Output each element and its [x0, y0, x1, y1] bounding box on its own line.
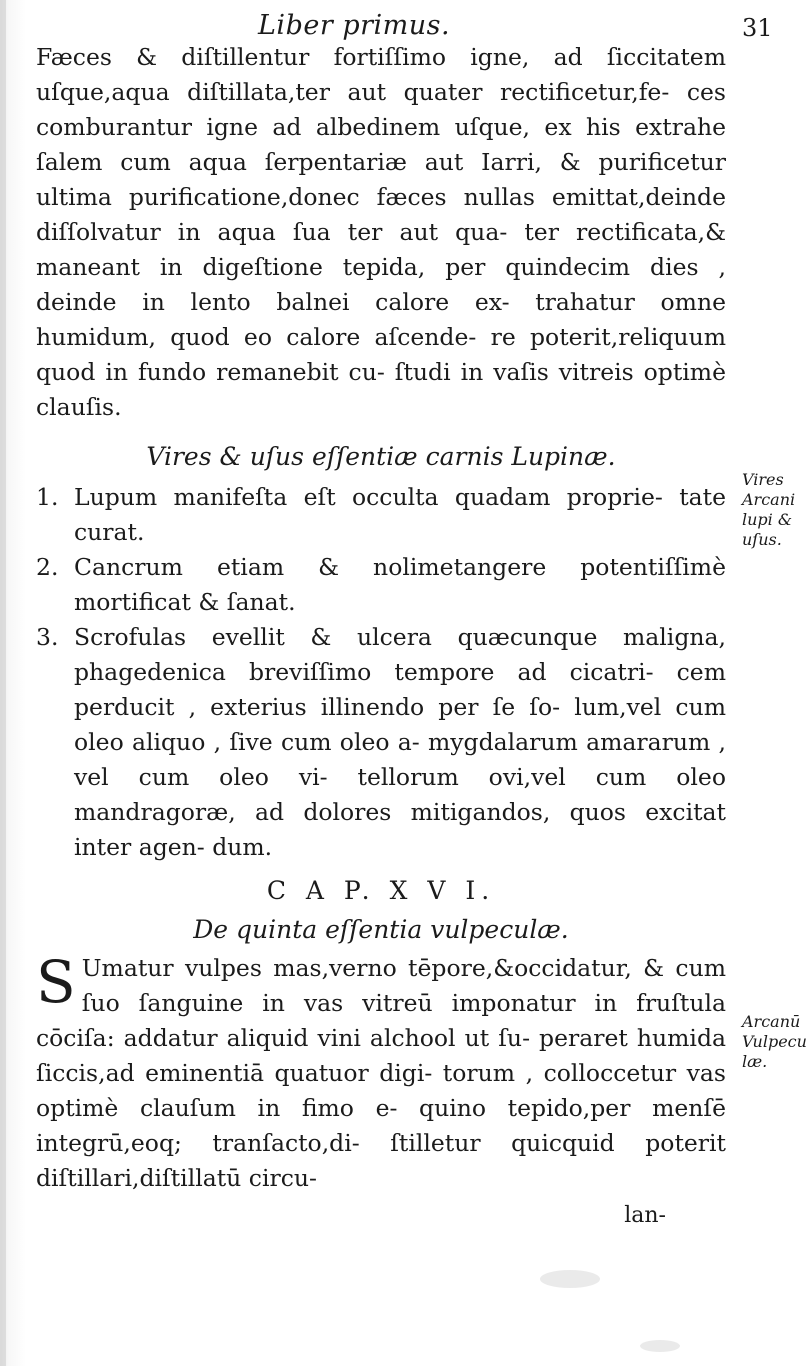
- list-item: [36, 480, 726, 550]
- paper-stain: [640, 1340, 680, 1352]
- page-number: 31: [742, 14, 773, 42]
- chapter-paragraph: [36, 948, 726, 1196]
- item-number: 1.: [36, 483, 59, 511]
- item-number: 2.: [36, 553, 59, 581]
- intro-paragraph: Fæces & diſtillentur fortiſſimo igne, ad ſiccitatem uſque,aqua diſtillata,ter aut quater rectificetur,fe- ces comburantur igne ad albedinem uſque, ex his extrahe ſalem cum aqua ſerpentariæ aut Iarri, & purificetur ultima purificatione,donec fæces nullas emittat,deinde diſſolvatur in aqua ſua ter aut qua- ter rectificata,& maneant in digeſtione tepida, per quindecim dies , deinde in lento balnei calore ex- trahatur omne humidum, quod eo calore aſcende- re poterit,reliquum quod in fundo remanebit cu- ſtudi in vaſis vitreis optimè clauſis.: [36, 43, 726, 421]
- list-item: [36, 620, 726, 865]
- running-head: Liber primus.: [258, 10, 451, 41]
- chapter-paragraph-text: Umatur vulpes mas,verno tēpore,&occidatur, & cum ſuo ſanguine in vas vitreū imponatur in fruſtula cōciſa: addatur aliquid vini alchool ut ſu- peraret humida ſiccis,ad eminentiā quatuor digi- torum , colloccetur vas optimè clauſum in fimo e- quino tepido,per menſē integrū,eoq; tranſacto,di- ſtilletur quicquid poterit diſtillari,diſtillatū circu-: [36, 954, 726, 1192]
- binding-shadow: [0, 0, 6, 1366]
- margin-note: Arcanū Vulpecu læ.: [742, 1012, 807, 1071]
- page-header: [0, 4, 800, 40]
- chapter-heading: C A P. X V I.: [266, 876, 496, 905]
- margin-note: Vires Arcani lupi & uſus.: [742, 470, 796, 549]
- item-text: Lupum manifeſta eſt occulta quadam proprie- tate curat.: [74, 483, 726, 546]
- item-text: Scrofulas evellit & ulcera quæcunque maligna, phagedenica breviſſimo tempore ad cicatri- cem perducit , exterius illinendo per ſe ſo- lum,vel cum oleo aliquo , ſive cum oleo a- mygdalarum amararum , vel cum oleo vi- tellorum ovi,vel cum oleo mandragoræ, ad dolores mitigandos, quos excitat inter agen- dum.: [74, 623, 726, 861]
- section-title: Vires & uſus eſſentiæ carnis Lupinæ.: [146, 442, 616, 471]
- item-number: 3.: [36, 623, 59, 651]
- chapter-title: De quinta eſſentia vulpeculæ.: [193, 915, 569, 944]
- item-text: Cancrum etiam & nolimetangere potentiſſimè mortificat & ſanat.: [74, 553, 726, 616]
- list-item: [36, 550, 726, 620]
- main-text: [36, 40, 726, 1233]
- catchword: lan-: [624, 1203, 666, 1228]
- paper-stain: [540, 1270, 600, 1288]
- drop-cap: S: [36, 948, 76, 1016]
